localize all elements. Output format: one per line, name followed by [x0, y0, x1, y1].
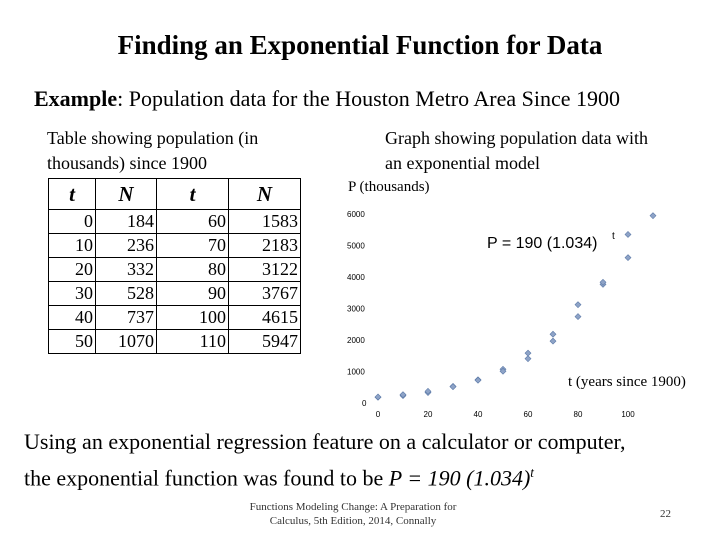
table-cell: 528 — [96, 282, 157, 306]
conclusion-line-1: Using an exponential regression feature on a calculator or computer, — [24, 429, 626, 454]
y-tick-label: 3000 — [347, 304, 365, 314]
conclusion-model: P = 190 (1.034) — [388, 465, 531, 491]
conclusion-text — [24, 426, 714, 493]
table-cell: 2183 — [229, 234, 301, 258]
conclusion-line-2: the exponential function was found to be — [24, 465, 389, 491]
table-cell: 30 — [49, 282, 96, 306]
model-exponent: t — [612, 231, 615, 242]
y-tick-label: 1000 — [347, 367, 365, 377]
table-row — [49, 210, 301, 234]
population-table — [48, 178, 301, 354]
table-cell: 70 — [157, 234, 229, 258]
model-label: P = 190 (1.034) — [487, 235, 598, 252]
data-point — [525, 350, 531, 356]
table-row — [49, 282, 301, 306]
population-scatter-chart — [330, 175, 715, 425]
y-tick-label: 2000 — [347, 336, 365, 345]
table-cell: 10 — [49, 234, 96, 258]
table-cell: 0 — [49, 210, 96, 234]
y-axis-label: P (thousands) — [348, 179, 430, 195]
table-body — [49, 210, 301, 354]
table-cell: 110 — [157, 330, 229, 354]
table-cell: 50 — [49, 330, 96, 354]
model-point — [450, 384, 456, 390]
model-point — [525, 356, 531, 362]
table-cell: 80 — [157, 258, 229, 282]
header-n-2: N — [229, 179, 301, 210]
table-cell: 5947 — [229, 330, 301, 354]
table-header-row — [49, 179, 301, 210]
table-cell: 236 — [96, 234, 157, 258]
example-label: Example — [34, 86, 118, 111]
example-line — [34, 86, 620, 112]
y-tick-label: 0 — [362, 399, 367, 408]
table-row — [49, 258, 301, 282]
y-tick-label: 5000 — [347, 241, 365, 251]
x-tick-label: 0 — [375, 410, 381, 419]
table-cell: 332 — [96, 258, 157, 282]
conclusion-exponent: t — [530, 465, 534, 480]
table-row — [49, 306, 301, 330]
table-cell: 1070 — [96, 330, 157, 354]
y-tick-label: 6000 — [347, 210, 365, 219]
table-cell: 3767 — [229, 282, 301, 306]
data-point — [550, 331, 556, 337]
data-point — [625, 255, 631, 261]
x-tick-label: 100 — [621, 410, 635, 419]
data-point — [575, 302, 581, 308]
table-cell: 184 — [96, 210, 157, 234]
table-cell: 20 — [49, 258, 96, 282]
header-t-1: t — [49, 179, 96, 210]
table-cell: 90 — [157, 282, 229, 306]
graph-caption: Graph showing population data with an exponential model — [385, 128, 648, 173]
model-point — [625, 231, 631, 237]
slide-title: Finding an Exponential Function for Data — [117, 30, 603, 60]
table-cell: 4615 — [229, 306, 301, 330]
page-number: 22 — [660, 508, 671, 520]
x-tick-label: 40 — [473, 410, 483, 419]
model-point — [550, 338, 556, 344]
x-tick-label: 60 — [523, 410, 533, 419]
example-text: : Population data for the Houston Metro Area Since 1900 — [117, 86, 620, 111]
header-t-2: t — [157, 179, 229, 210]
table-cell: 737 — [96, 306, 157, 330]
model-point — [375, 394, 381, 400]
table-caption: Table showing population (in thousands) since 1900 — [47, 128, 259, 173]
table-row — [49, 234, 301, 258]
data-point — [650, 213, 656, 219]
table-cell: 3122 — [229, 258, 301, 282]
x-tick-label: 20 — [423, 410, 433, 419]
model-point — [575, 314, 581, 320]
x-axis-label: t (years since 1900) — [568, 374, 686, 390]
table-cell: 1583 — [229, 210, 301, 234]
header-n-1: N — [96, 179, 157, 210]
y-tick-label: 4000 — [347, 273, 365, 282]
model-point — [475, 377, 481, 383]
footer-citation: Functions Modeling Change: A Preparation for Calculus, 5th Edition, 2014, Connally — [249, 501, 457, 527]
x-tick-label: 80 — [573, 410, 583, 419]
table-row — [49, 330, 301, 354]
table-cell: 60 — [157, 210, 229, 234]
table-cell: 40 — [49, 306, 96, 330]
table-cell: 100 — [157, 306, 229, 330]
